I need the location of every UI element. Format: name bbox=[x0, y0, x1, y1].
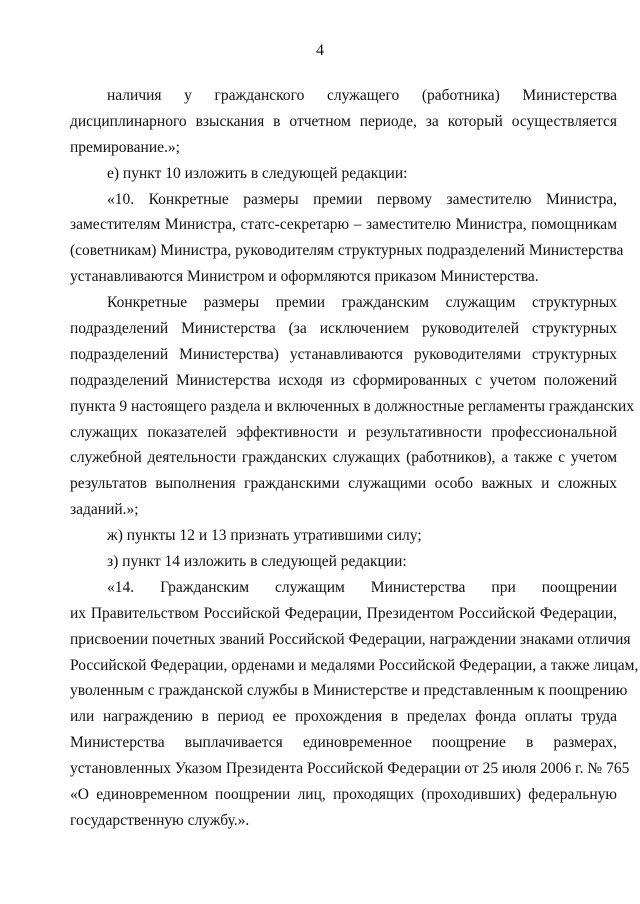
text-line: подразделений Министерства исходя из сформированных с учетом положений bbox=[70, 371, 617, 389]
paragraph-p5 bbox=[70, 523, 617, 549]
text-line: е) пункт 10 изложить в следующей редакции: bbox=[107, 164, 408, 182]
text-line: заместителям Министра, статс-секретарю – заместителю Министра, помощникам bbox=[70, 216, 617, 234]
text-line: «14. Гражданским служащим Министерства при поощрении bbox=[107, 578, 617, 596]
text-line: заданий.»; bbox=[70, 501, 139, 519]
paragraph-p6 bbox=[70, 549, 617, 575]
text-line: наличия у гражданского служащего (работника) Министерства bbox=[107, 87, 617, 104]
text-line: «О единовременном поощрении лиц, проходящих (проходивших) федеральную bbox=[70, 786, 617, 804]
text-line: результатов выполнения гражданскими служащими особо важных и сложных bbox=[70, 475, 617, 493]
text-line: Конкретные размеры премии гражданским служащим структурных bbox=[107, 294, 617, 312]
text-line: дисциплинарного взыскания в отчетном периоде, за который осуществляется bbox=[70, 112, 617, 130]
text-line: премирование.»; bbox=[70, 138, 180, 156]
page-number: 4 bbox=[316, 42, 324, 59]
text-line: установленных Указом Президента Российской Федерации от 25 июля 2006 г. № 765 bbox=[70, 760, 630, 778]
text-line: подразделений Министерства (за исключением руководителей структурных bbox=[70, 320, 617, 338]
paragraph-p2 bbox=[70, 161, 617, 187]
paragraph-p7 bbox=[70, 575, 639, 834]
text-line: присвоении почетных званий Российской Федерации, награждении знаками отличия bbox=[70, 630, 631, 648]
text-line: ж) пункты 12 и 13 признать утратившими силу; bbox=[107, 527, 422, 545]
text-line: или награждению в период ее прохождения в пределах фонда оплаты труда bbox=[70, 708, 617, 726]
text-line: устанавливаются Министром и оформляются приказом Министерства. bbox=[70, 268, 539, 286]
document-body bbox=[70, 83, 639, 834]
text-line: служебной деятельности гражданских служащих (работников), а также с учетом bbox=[70, 449, 617, 467]
text-line: з) пункт 14 изложить в следующей редакции: bbox=[107, 553, 407, 571]
text-line: их Правительством Российской Федерации, Президентом Российской Федерации, bbox=[70, 604, 617, 622]
paragraph-p3 bbox=[70, 187, 624, 291]
text-line: пункта 9 настоящего раздела и включенных в должностные регламенты гражданских bbox=[70, 397, 635, 415]
paragraph-p1 bbox=[70, 83, 617, 161]
text-line: служащих показателей эффективности и результативности профессиональной bbox=[70, 423, 617, 441]
text-line: Российской Федерации, орденами и медалями Российской Федерации, а также лицам, bbox=[70, 656, 639, 674]
text-line: Министерства выплачивается единовременное поощрение в размерах, bbox=[70, 734, 617, 752]
paragraph-p4 bbox=[70, 290, 635, 523]
text-line: подразделений Министерства) устанавливаются руководителями структурных bbox=[70, 345, 617, 363]
text-line: «10. Конкретные размеры премии первому заместителю Министра, bbox=[107, 190, 617, 208]
text-line: (советникам) Министра, руководителям структурных подразделений Министерства bbox=[70, 242, 624, 260]
text-line: государственную службу.». bbox=[70, 811, 250, 829]
text-line: уволенным с гражданской службы в Министерстве и представленным к поощрению bbox=[70, 682, 628, 700]
